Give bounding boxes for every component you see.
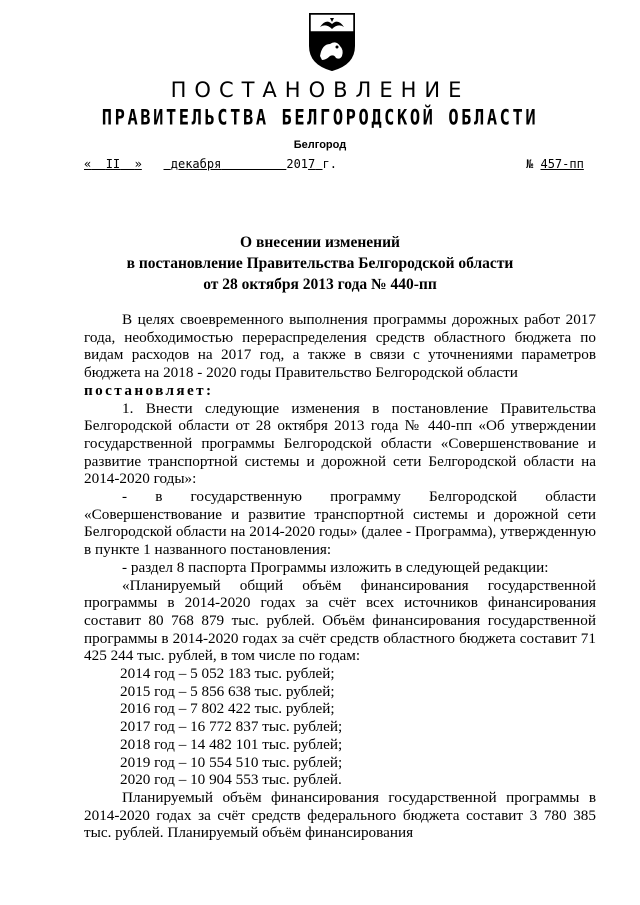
paragraph-item-1a: - в государственную программу Белгородской области «Совершенствование и развитие транспортной системы и дорожной сети Белгородской области на 2014-2020 годы» (далее - Программа), утвержденную в пункте 1 названного постановления: [84, 488, 596, 559]
resolution-date [84, 157, 337, 171]
resolution-subject [0, 232, 640, 295]
resolves-word: постановляет: [84, 381, 214, 399]
date-month: декабря [170, 157, 222, 171]
date-year-abbr: г. [322, 157, 337, 171]
funding-year-line: 2017 год – 16 772 837 тыс. рублей; [120, 718, 343, 736]
date-day: II [105, 157, 121, 171]
funding-year-line: 2018 год – 14 482 101 тыс. рублей; [120, 735, 343, 753]
city-name: Белгород [293, 139, 347, 151]
paragraph-resolves [84, 382, 596, 400]
subject-line: от 28 октября 2013 года № 440-пп [203, 276, 437, 293]
date-close-quote: » [134, 157, 142, 171]
date-year-suffix: 7 [308, 157, 316, 171]
coat-of-arms-icon [306, 10, 358, 72]
number-sign: № [526, 157, 534, 171]
date-open-quote: « [84, 157, 92, 171]
funding-year-line: 2020 год – 10 904 553 тыс. рублей. [120, 771, 342, 789]
number-value: 457-пп [540, 157, 584, 171]
document-body [84, 311, 596, 842]
funding-year-line: 2014 год – 5 052 183 тыс. рублей; [120, 665, 335, 683]
resolution-number [526, 157, 584, 171]
paragraph-quote: «Планируемый общий объём финансирования государственной программы в 2014-2020 годах за счёт всех источников финансирования составит 80 768 879 тыс. рублей. Объём финансирования государственной программы в 2014-2020 годах за счёт средств областного бюджета составит 71 425 244 тыс. рублей, в том числе по годам: [84, 576, 596, 665]
funding-year-line: 2015 год – 5 856 638 тыс. рублей; [120, 682, 335, 700]
document-title: ПОСТАНОВЛЕНИЕ [170, 78, 470, 102]
paragraph-federal: Планируемый объём финансирования государственной программы в 2014-2020 годах за счёт средств федерального бюджета составит 3 780 385 тыс. рублей. Планируемый объём финансирования [84, 788, 596, 842]
issuing-authority: ПРАВИТЕЛЬСТВА БЕЛГОРОДСКОЙ ОБЛАСТИ [101, 105, 539, 131]
date-year-prefix: 201 [286, 157, 309, 171]
paragraph-intro: В целях своевременного выполнения программы дорожных работ 2017 года, необходимостью перераспределения средств областного бюджета по видам расходов на 2017 год, а также в связи с уточнениями параметров бюджета на 2018 - 2020 годы Правительство Белгородской области [84, 311, 596, 382]
subject-line: О внесении изменений [240, 234, 400, 251]
paragraph-item-1a-sub: - раздел 8 паспорта Программы изложить в следующей редакции: [122, 558, 549, 576]
paragraph-item-1: 1. Внести следующие изменения в постановление Правительства Белгородской области от 28 октября 2013 года № 440-пп «Об утверждении государственной программы Белгородской области «Совершенствование и развитие транспортной системы и дорожной сети Белгородской области на 2014-2020 годы»: [84, 399, 596, 488]
funding-year-line: 2019 год – 10 554 510 тыс. рублей; [120, 753, 343, 771]
funding-year-line: 2016 год – 7 802 422 тыс. рублей; [120, 700, 335, 718]
subject-line: в постановление Правительства Белгородской области [126, 255, 514, 272]
